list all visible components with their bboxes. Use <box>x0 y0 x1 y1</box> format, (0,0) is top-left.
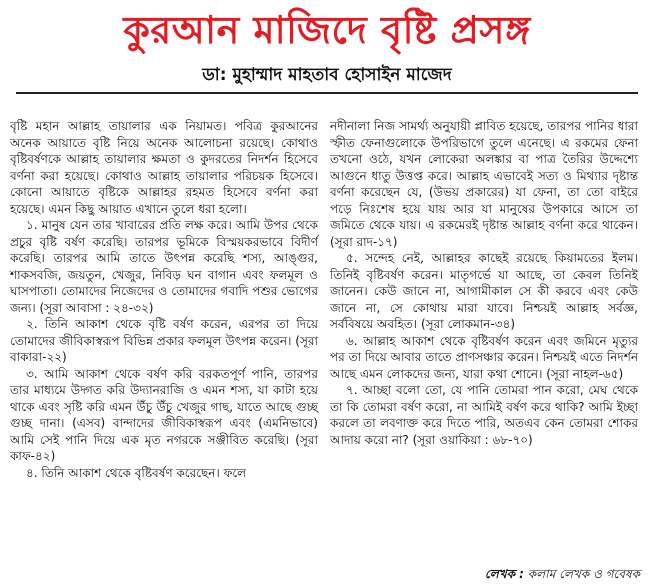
left-column <box>10 118 318 481</box>
intro-paragraph: বৃষ্টি মহান আল্লাহ তায়ালার এক নিয়ামত। পবিত্র কুরআনের অনেক আয়াতে বৃষ্টি নিয়ে অনেক আলোচনা রয়েছে। কোথাও বৃষ্টিবর্ষণকে আল্লাহ তায়ালার ক্ষমতা ও কুদরতের নিদর্শন হিসেবে বর্ণনা করা হয়েছে। কোথাও আল্লাহ তায়ালার পরিচয়ক হিসেবে। কোনো আয়াতে বৃষ্টিকে আল্লাহর রহমত হিসেবে বর্ণনা করা হয়েছে। এমন কিছু আয়াত এখানে তুলে ধরা হলো। <box>10 119 318 216</box>
paragraph-5: ৫. সন্দেহ নেই, আল্লাহর কাছেই রয়েছে কিয়ামতের ইলম। তিনিই বৃষ্টিবর্ষণ করেন। মাতৃগর্ভে যা আছে, তা কেবল তিনিই জানেন। কেউ জানে না, আগামীকাল সে কী করবে এবং কেউ জানে না, সে কোথায় মারা যাবে। নিশ্চয়ই আল্লাহ সর্বজ্ঞ, সর্ববিষয়ে অবহিত। (সূরা লোকমান-৩৪) <box>330 251 638 331</box>
article-title: কুরআন মাজিদে বৃষ্টি প্রসঙ্গ <box>123 8 531 52</box>
footer-label: লেখক : <box>484 567 524 581</box>
right-column <box>330 118 638 448</box>
paragraph-2: ২. তিনি আকাশ থেকে বৃষ্টি বর্ষণ করেন, এরপর তা দিয়ে তোমাদের জীবিকাস্বরূপ বিভিন্ন প্রকার ফলমূল উৎপন্ন করেন। (সূরা বাকারা-২২) <box>10 317 318 364</box>
paragraph-6: ৬. আল্লাহ আকাশ থেকে বৃষ্টিবর্ষণ করেন এবং জমিনে মৃত্যুর পর তা দিয়ে আবার তাতে প্রাণসঞ্চার করেন। নিশ্চয়ই এতে নিদর্শন আছে এমন লোকদের জন্য, যারা কথা শোনে। (সূরা নাহল-৬৫) <box>330 333 638 381</box>
paragraph-3: ৩. আমি আকাশ থেকে বর্ষণ করি বরকতপূর্ণ পানি, তারপর তার মাধ্যমে উদ্গত করি উদ্যানরাজি ও এমন শস্য, যা কাটা হয়ে থাকে এবং সৃষ্টি করি এমন উঁচু উঁচু খেজুর গাছ, যাতে আছে গুচ্ছ গুচ্ছ দানা। (এসব) বান্দাদের জীবিকাস্বরূপ এবং (এমনিভাবে) আমি সেই পানি দিয়ে এক মৃত নগরকে সঞ্জীবিত করেছি। (সূরা কাফ-৪২) <box>10 366 318 463</box>
author-footer <box>485 565 640 583</box>
paragraph-4-continued: নদীনালা নিজ সামর্থ্য অনুযায়ী প্লাবিত হয়েছে, তারপর পানির ধারা স্ফীত ফেনাগুলোকে উপরিভাগে তুলে এনেছে। এ রকমের ফেনা তখনো ওঠে, যখন লোকেরা অলঙ্কার বা পাত্র তৈরির উদ্দেশ্যে আগুনে ধাতু উত্তপ্ত করে। আল্লাহ এভাবেই সত্য ও মিথ্যার দৃষ্টান্ত বর্ণনা করেছেন যে, (উভয় প্রকারের) যা ফেনা, তা তো বাইরে পড়ে নিঃশেষ হয়ে যায় আর যা মানুষের উপকারে আসে তা জমিতে থেকে যায়। এ রকমেরই দৃষ্টান্ত আল্লাহ বর্ণনা করে থাকেন। (সূরা রাদ-১৭) <box>330 119 638 249</box>
footer-text: কলাম লেখক ও গবেষক <box>527 567 640 581</box>
title-divider <box>16 92 638 94</box>
paragraph-4-start: ৪. তিনি আকাশ থেকে বৃষ্টিবর্ষণ করেছেন। ফলে <box>26 465 247 480</box>
author-byline: ডা: মুহাম্মাদ মাহতাব হোসাইন মাজেদ <box>202 65 452 85</box>
paragraph-1: ১. মানুষ যেন তার খাবারের প্রতি লক্ষ করে। আমি উপর থেকে প্রচুর বৃষ্টি বর্ষণ করেছি। তারপর ভূমিকে বিস্ময়করভাবে বিদীর্ণ করেছি। তারপর আমি তাতে উৎপন্ন করেছি শস্য, আঙ্গুর, শাকসবজি, জয়তুন, খেজুর, নিবিড় ঘন বাগান এবং ফলমূল ও ঘাসপাতা। তোমাদের নিজেদের ও তোমাদের গবাদি পশুর ভোগের জন্য। (সূরা আবাসা : ২৪-৩২) <box>10 218 318 315</box>
paragraph-7: ৭. আচ্ছা বলো তো, যে পানি তোমরা পান করো, মেঘ থেকে তা কি তোমরা বর্ষণ করো, না আমিই বর্ষণ করে থাকি? আমি ইচ্ছা করলে তা লবণাক্ত করে দিতে পারি, অতএব কেন তোমরা শোকর আদায় করো না? (সূরা ওয়াকিয়া : ৬৮-৭০) <box>330 383 638 447</box>
